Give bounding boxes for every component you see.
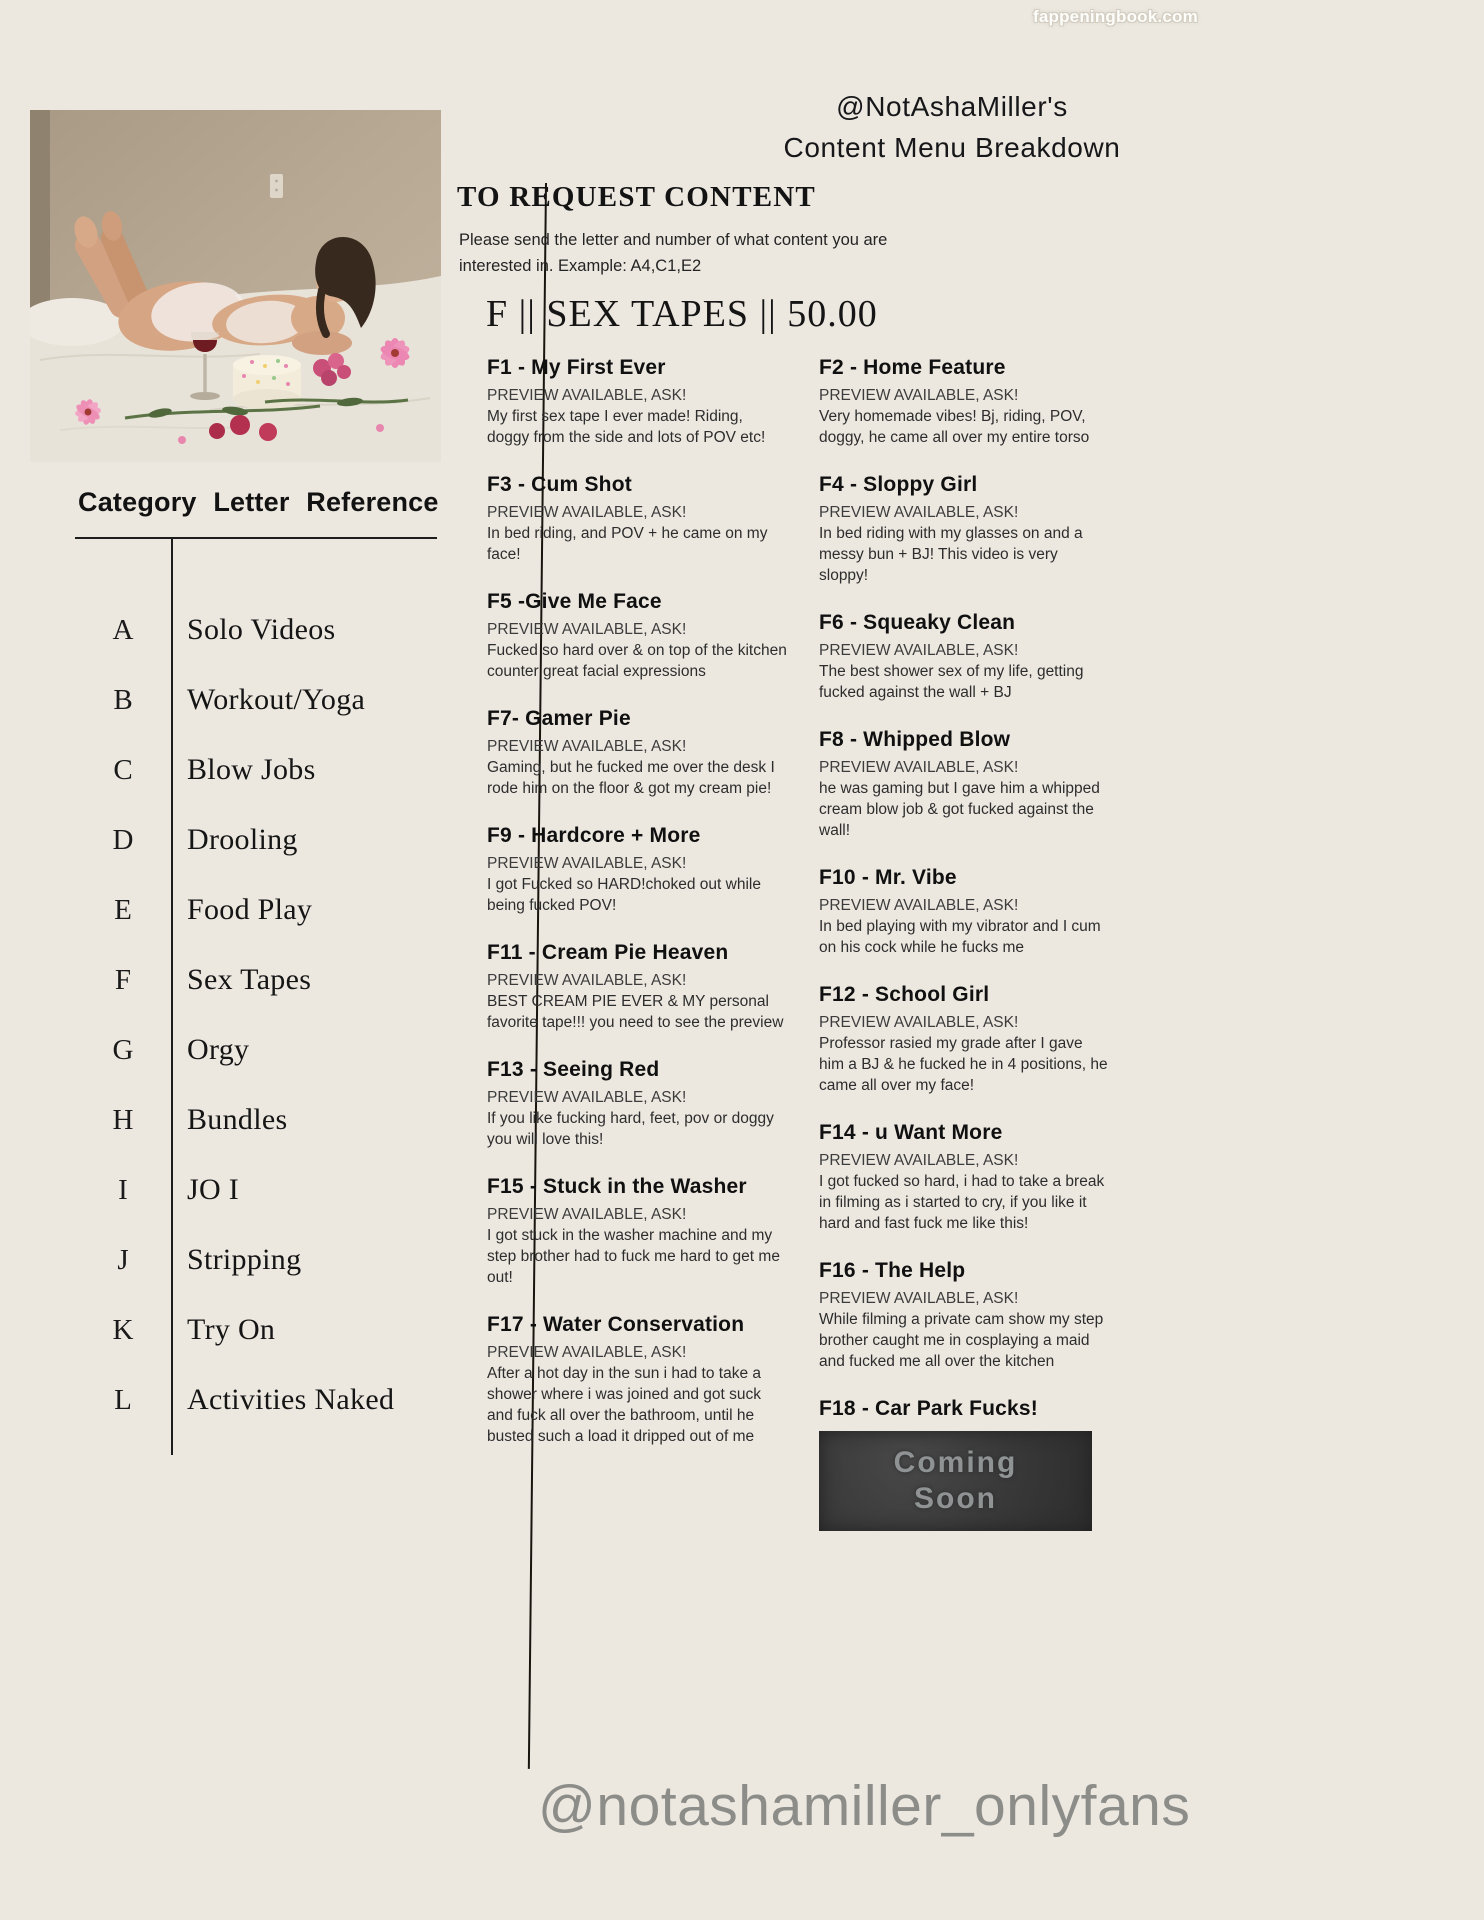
- category-letter: J: [117, 1243, 129, 1276]
- menu-item-f12: [819, 983, 1111, 1096]
- menu-item-title: F15 - Stuck in the Washer: [487, 1175, 747, 1198]
- menu-item-desc: If you like fucking hard, feet, pov or doggy you will love this!: [487, 1110, 774, 1148]
- request-title: TO REQUEST CONTENT: [457, 181, 816, 213]
- category-reference-underline: [75, 537, 437, 539]
- menu-item-f4: [819, 473, 1111, 586]
- menu-columns: [487, 356, 1111, 1556]
- menu-item-title: F10 - Mr. Vibe: [819, 866, 957, 889]
- menu-item-preview: PREVIEW AVAILABLE, ASK!: [487, 387, 687, 404]
- header-handle: @NotAshaMiller's: [836, 91, 1068, 122]
- menu-item-preview: PREVIEW AVAILABLE, ASK!: [819, 642, 1019, 659]
- category-row: [75, 665, 437, 735]
- menu-item-desc: After a hot day in the sun i had to take a shower where i was joined and got suck and fuck all over the bathroom, until he busted such a load it dripped out of me: [487, 1365, 762, 1445]
- category-row: [75, 875, 437, 945]
- category-label: Stripping: [187, 1243, 302, 1276]
- menu-item-title: F16 - The Help: [819, 1259, 966, 1282]
- menu-item-f5: [487, 590, 789, 682]
- menu-item-desc: I got Fucked so HARD!choked out while being fucked POV!: [487, 876, 761, 914]
- menu-item-desc: While filming a private cam show my step brother caught me in cosplaying a maid and fucked me all over the kitchen: [819, 1311, 1104, 1370]
- menu-item-title: F2 - Home Feature: [819, 356, 1006, 379]
- menu-item-title: F11 - Cream Pie Heaven: [487, 941, 729, 964]
- category-letter: E: [114, 893, 132, 926]
- category-letter: C: [113, 753, 133, 786]
- fappeningbook-watermark: fappeningbook.com: [1033, 7, 1198, 26]
- menu-item-preview: PREVIEW AVAILABLE, ASK!: [819, 897, 1019, 914]
- category-reference-table: [75, 560, 437, 1435]
- menu-item-preview: PREVIEW AVAILABLE, ASK!: [487, 972, 687, 989]
- category-letter: I: [118, 1173, 128, 1206]
- category-row: [75, 1155, 437, 1225]
- category-letter: F: [114, 963, 132, 996]
- category-row: [75, 1015, 437, 1085]
- menu-item-desc: Professor rasied my grade after I gave him a BJ & he fucked he in 4 positions, he came all over my face!: [819, 1035, 1108, 1094]
- category-row: [75, 945, 437, 1015]
- menu-item-preview: PREVIEW AVAILABLE, ASK!: [487, 504, 687, 521]
- menu-item-desc: he was gaming but I gave him a whipped cream blow job & got fucked against the wall!: [819, 780, 1100, 839]
- menu-item-f2: [819, 356, 1111, 448]
- category-label: Activities Naked: [187, 1383, 395, 1416]
- menu-item-f1: [487, 356, 789, 448]
- onlyfans-watermark: @notashamiller_onlyfans: [538, 1774, 1191, 1838]
- menu-item-desc: The best shower sex of my life, getting fucked against the wall + BJ: [819, 663, 1084, 701]
- menu-item-title: F5 -Give Me Face: [487, 590, 662, 613]
- category-label: Try On: [187, 1313, 276, 1346]
- menu-item-preview: PREVIEW AVAILABLE, ASK!: [819, 1290, 1019, 1307]
- category-letter: A: [112, 613, 134, 646]
- category-label: Workout/Yoga: [187, 683, 366, 716]
- menu-item-f11: [487, 941, 789, 1033]
- menu-item-preview: PREVIEW AVAILABLE, ASK!: [819, 387, 1019, 404]
- category-row: [75, 1365, 437, 1435]
- menu-item-preview: PREVIEW AVAILABLE, ASK!: [819, 759, 1019, 776]
- menu-item-desc: In bed playing with my vibrator and I cum on his cock while he fucks me: [819, 918, 1101, 956]
- menu-item-f18: [819, 1397, 1111, 1531]
- request-instructions: Please send the letter and number of what content you are interested in. Example: A4,C1,E2: [459, 231, 888, 275]
- category-letter: H: [112, 1103, 134, 1136]
- menu-item-preview: PREVIEW AVAILABLE, ASK!: [487, 1344, 687, 1361]
- coming-soon-text: Soon: [914, 1482, 997, 1515]
- items-column-left: [487, 356, 789, 1472]
- menu-item-preview: PREVIEW AVAILABLE, ASK!: [819, 504, 1019, 521]
- category-letter: K: [112, 1313, 134, 1346]
- model-photo: [30, 110, 441, 462]
- menu-item-preview: PREVIEW AVAILABLE, ASK!: [487, 738, 687, 755]
- category-label: Solo Videos: [187, 613, 336, 646]
- menu-item-title: F3 - Cum Shot: [487, 473, 632, 496]
- category-label: Food Play: [187, 893, 313, 926]
- menu-item-preview: PREVIEW AVAILABLE, ASK!: [819, 1014, 1019, 1031]
- menu-item-title: F18 - Car Park Fucks!: [819, 1397, 1038, 1420]
- coming-soon-image: [819, 1431, 1092, 1531]
- category-row: [75, 595, 437, 665]
- coming-soon-text: Coming: [893, 1446, 1018, 1479]
- category-label: Sex Tapes: [187, 963, 312, 996]
- menu-item-f9: [487, 824, 789, 916]
- category-row: [75, 1295, 437, 1365]
- menu-item-desc: In bed riding with my glasses on and a messy bun + BJ! This video is very sloppy!: [819, 525, 1083, 584]
- menu-item-title: F6 - Squeaky Clean: [819, 611, 1016, 634]
- menu-item-desc: Gaming, but he fucked me over the desk I rode him on the floor & got my cream pie!: [487, 759, 775, 797]
- menu-item-preview: PREVIEW AVAILABLE, ASK!: [487, 621, 687, 638]
- menu-item-desc: I got fucked so hard, i had to take a break in filming as i started to cry, if you like it hard and fast fuck me like this!: [819, 1173, 1105, 1232]
- menu-item-f3: [487, 473, 789, 565]
- category-row: [75, 1085, 437, 1155]
- menu-item-f17: [487, 1313, 789, 1447]
- menu-item-f10: [819, 866, 1111, 958]
- category-label: Drooling: [187, 823, 298, 856]
- menu-item-title: F7- Gamer Pie: [487, 707, 631, 730]
- menu-item-preview: PREVIEW AVAILABLE, ASK!: [487, 1206, 687, 1223]
- menu-item-preview: PREVIEW AVAILABLE, ASK!: [819, 1152, 1019, 1169]
- menu-item-title: F17 - Water Conservation: [487, 1313, 745, 1336]
- menu-item-f14: [819, 1121, 1111, 1234]
- menu-item-title: F12 - School Girl: [819, 983, 990, 1006]
- category-letter: B: [113, 683, 133, 716]
- menu-item-desc: In bed riding, and POV + he came on my face!: [487, 525, 768, 563]
- menu-item-f8: [819, 728, 1111, 841]
- category-letter: G: [112, 1033, 134, 1066]
- category-row: [75, 805, 437, 875]
- menu-item-preview: PREVIEW AVAILABLE, ASK!: [487, 855, 687, 872]
- menu-item-f15: [487, 1175, 789, 1288]
- category-label: Bundles: [187, 1103, 288, 1136]
- header-subtitle: Content Menu Breakdown: [783, 132, 1121, 163]
- menu-item-title: F1 - My First Ever: [487, 356, 666, 379]
- menu-item-desc: BEST CREAM PIE EVER & MY personal favorite tape!!! you need to see the preview: [487, 993, 784, 1031]
- category-letter: L: [114, 1383, 132, 1416]
- section-heading: F || SEX TAPES || 50.00: [486, 293, 878, 335]
- category-reference-title: Category Letter Reference: [78, 487, 439, 517]
- menu-item-title: F4 - Sloppy Girl: [819, 473, 978, 496]
- menu-item-desc: I got stuck in the washer machine and my step brother had to fuck me hard to get me out!: [487, 1227, 780, 1286]
- menu-item-f16: [819, 1259, 1111, 1372]
- page-title: [722, 86, 1182, 168]
- menu-item-title: F14 - u Want More: [819, 1121, 1003, 1144]
- menu-item-desc: Very homemade vibes! Bj, riding, POV, doggy, he came all over my entire torso: [819, 408, 1090, 446]
- menu-item-title: F13 - Seeing Red: [487, 1058, 660, 1081]
- items-column-right: [819, 356, 1111, 1556]
- category-row: [75, 1225, 437, 1295]
- menu-item-f6: [819, 611, 1111, 703]
- category-label: Orgy: [187, 1033, 250, 1066]
- menu-item-f13: [487, 1058, 789, 1150]
- category-row: [75, 735, 437, 805]
- menu-item-preview: PREVIEW AVAILABLE, ASK!: [487, 1089, 687, 1106]
- category-label: Blow Jobs: [187, 753, 316, 786]
- category-label: JO I: [187, 1173, 240, 1206]
- menu-item-desc: My first sex tape I ever made! Riding, doggy from the side and lots of POV etc!: [487, 408, 766, 446]
- menu-item-desc: Fucked so hard over & on top of the kitchen counter great facial expressions: [487, 642, 787, 680]
- menu-item-title: F9 - Hardcore + More: [487, 824, 701, 847]
- menu-item-f7: [487, 707, 789, 799]
- menu-item-title: F8 - Whipped Blow: [819, 728, 1011, 751]
- category-letter: D: [112, 823, 134, 856]
